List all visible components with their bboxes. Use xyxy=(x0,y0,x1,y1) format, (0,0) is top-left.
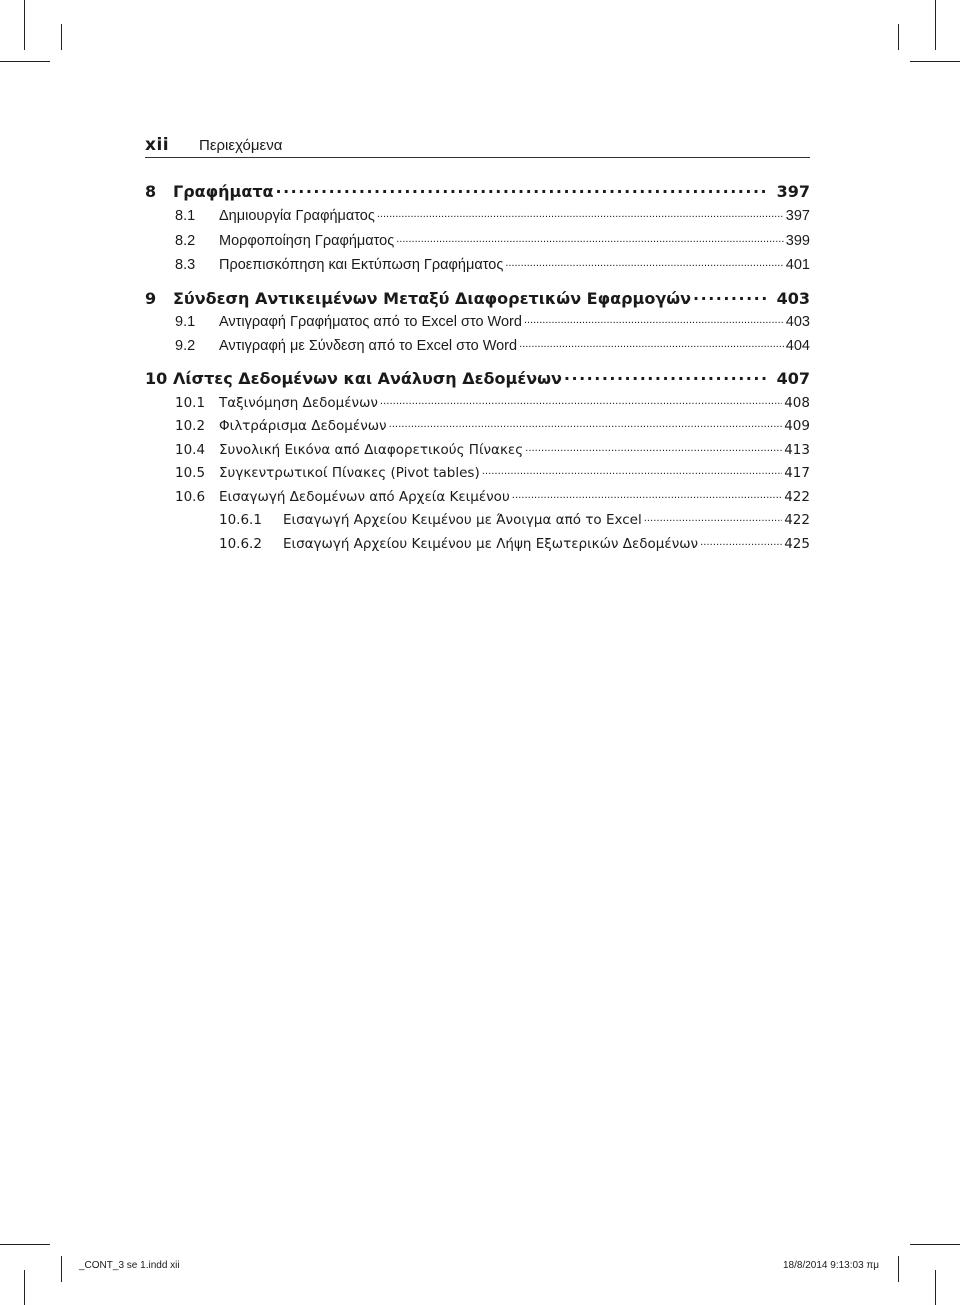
toc-page: 404 xyxy=(785,338,810,354)
dot-leader xyxy=(524,315,784,326)
toc-page: 397 xyxy=(776,182,810,201)
toc-page: 413 xyxy=(784,442,810,458)
toc-page: 403 xyxy=(785,314,810,330)
toc-section-8-1[interactable] xyxy=(175,208,810,224)
toc-number: 10.6.2 xyxy=(219,536,262,552)
toc-chapter-10[interactable] xyxy=(145,368,810,388)
toc-title: Σύνδεση Αντικειμένων Μεταξύ Διαφορετικών Εφαρμογών xyxy=(173,289,692,308)
toc-chapter-9[interactable] xyxy=(145,288,810,308)
toc-title: Δημιουργία Γραφήματος xyxy=(219,208,375,224)
toc-page: 399 xyxy=(785,233,810,249)
toc-section-9-2[interactable] xyxy=(175,338,810,354)
crop-mark xyxy=(898,24,899,50)
toc-title: Αντιγραφή Γραφήματος από το Excel στο Word xyxy=(219,314,522,330)
toc-section-10-6[interactable] xyxy=(175,489,810,505)
crop-mark xyxy=(0,61,50,62)
toc-section-10-1[interactable] xyxy=(175,395,810,411)
toc-number: 8.3 xyxy=(175,257,196,273)
toc-page: 422 xyxy=(784,512,810,528)
toc-section-8-2[interactable] xyxy=(175,233,810,249)
toc-page: 422 xyxy=(784,489,810,505)
dot-leader xyxy=(564,368,769,384)
toc-title: Εισαγωγή Αρχείου Κειμένου με Άνοιγμα από το Excel xyxy=(283,512,642,528)
toc-chapter-8[interactable] xyxy=(145,181,810,201)
toc-title: Γραφήματα xyxy=(173,182,274,201)
dot-leader xyxy=(525,444,782,454)
toc-subsection-10-6-2[interactable] xyxy=(219,536,810,552)
toc-number: 8.2 xyxy=(175,233,196,249)
toc-title: Προεπισκόπηση και Εκτύπωση Γραφήματος xyxy=(219,257,504,273)
toc-number: 10.2 xyxy=(175,418,206,434)
dot-leader xyxy=(519,339,784,350)
toc-title: Μορφοποίηση Γραφήματος xyxy=(219,233,395,249)
toc-number: 8 xyxy=(145,182,157,201)
toc-title: Συνολική Εικόνα από Διαφορετικούς Πίνακες xyxy=(219,442,524,458)
toc-page: 425 xyxy=(784,536,810,552)
toc-page: 397 xyxy=(785,208,810,224)
toc-number: 10.4 xyxy=(175,442,206,458)
toc-title: Εισαγωγή Αρχείου Κειμένου με Λήψη Εξωτερικών Δεδομένων xyxy=(283,536,699,552)
toc-title: Λίστες Δεδομένων και Ανάλυση Δεδομένων xyxy=(173,369,562,388)
crop-mark xyxy=(24,0,25,50)
toc-section-8-3[interactable] xyxy=(175,257,810,273)
toc-number: 10.1 xyxy=(175,395,206,411)
toc-number: 10 xyxy=(145,369,168,388)
slug-date: 18/8/2014 9:13:03 πμ xyxy=(783,1260,880,1271)
toc-title: Εισαγωγή Δεδομένων από Αρχεία Κειμένου xyxy=(219,489,510,505)
dot-leader xyxy=(396,234,784,245)
toc-number: 9.2 xyxy=(175,338,196,354)
crop-mark xyxy=(910,1244,960,1245)
print-slug xyxy=(0,1256,960,1276)
toc-section-10-5[interactable] xyxy=(175,465,810,481)
crop-mark xyxy=(935,0,936,50)
dot-leader xyxy=(389,420,783,430)
toc-number: 8.1 xyxy=(175,208,196,224)
toc-number: 10.6 xyxy=(175,489,206,505)
toc-title: Αντιγραφή με Σύνδεση από το Excel στο Word xyxy=(219,338,518,354)
page-number: xii xyxy=(145,135,170,155)
toc-page: 408 xyxy=(784,395,810,411)
dot-leader xyxy=(693,288,769,304)
toc-page: 401 xyxy=(785,257,810,273)
toc-section-10-4[interactable] xyxy=(175,442,810,458)
crop-mark xyxy=(61,24,62,50)
toc-title: Συγκεντρωτικοί Πίνακες (Pivot tables) xyxy=(219,465,480,481)
running-header-title: Περιεχόμενα xyxy=(199,137,283,154)
toc-page: 403 xyxy=(776,289,810,308)
toc-page: 417 xyxy=(784,465,810,481)
toc-page: 409 xyxy=(784,418,810,434)
toc-title: Φιλτράρισμα Δεδομένων xyxy=(219,418,387,434)
toc-section-10-2[interactable] xyxy=(175,418,810,434)
toc-section-9-1[interactable] xyxy=(175,314,810,330)
dot-leader xyxy=(377,209,784,220)
toc-number: 10.6.1 xyxy=(219,512,262,528)
slug-filename: _CONT_3 se 1.indd xii xyxy=(79,1260,180,1271)
toc-number: 10.5 xyxy=(175,465,206,481)
running-header xyxy=(145,133,810,158)
dot-leader xyxy=(700,538,782,548)
toc-title: Ταξινόμηση Δεδομένων xyxy=(219,395,378,411)
toc-number: 9.1 xyxy=(175,314,196,330)
crop-mark xyxy=(0,1244,50,1245)
dot-leader xyxy=(505,258,783,269)
dot-leader xyxy=(276,181,769,197)
dot-leader xyxy=(512,491,782,501)
dot-leader xyxy=(482,467,783,477)
toc-page: 407 xyxy=(776,369,810,388)
toc-subsection-10-6-1[interactable] xyxy=(219,512,810,528)
toc-number: 9 xyxy=(145,289,157,308)
dot-leader xyxy=(380,397,782,407)
dot-leader xyxy=(644,514,783,524)
crop-mark xyxy=(910,61,960,62)
